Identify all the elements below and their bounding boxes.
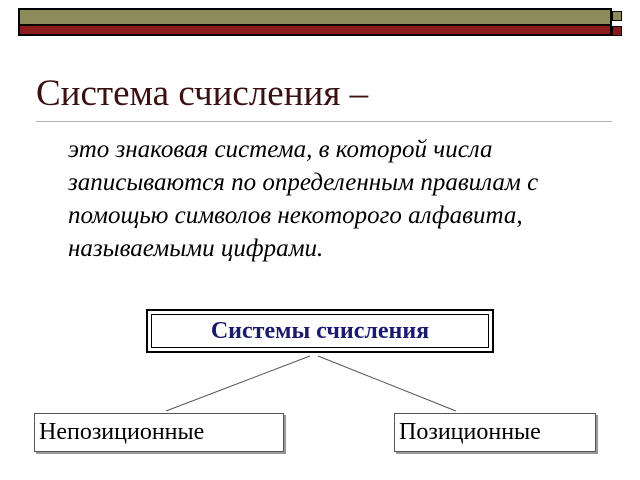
header-bar-olive — [18, 8, 612, 26]
definition-text: это знаковая система, в которой числа записываются по определенным правилам с помощью символов некоторого алфавита, называемыми цифрами. — [68, 136, 539, 262]
diagram-node-positional: Позиционные — [394, 413, 596, 452]
diagram-node-nonpositional: Непозиционные — [34, 413, 284, 452]
header-corner-square-olive — [612, 11, 622, 21]
slide-title: Система счисления – — [36, 73, 369, 114]
title-divider — [36, 121, 612, 122]
diagram-root-label: Системы счисления — [210, 317, 430, 344]
header-bar-red — [18, 26, 612, 36]
connector-right — [318, 356, 456, 411]
connector-left — [166, 356, 310, 411]
diagram-root-node — [146, 309, 494, 353]
header-corner-square-red — [612, 26, 622, 36]
